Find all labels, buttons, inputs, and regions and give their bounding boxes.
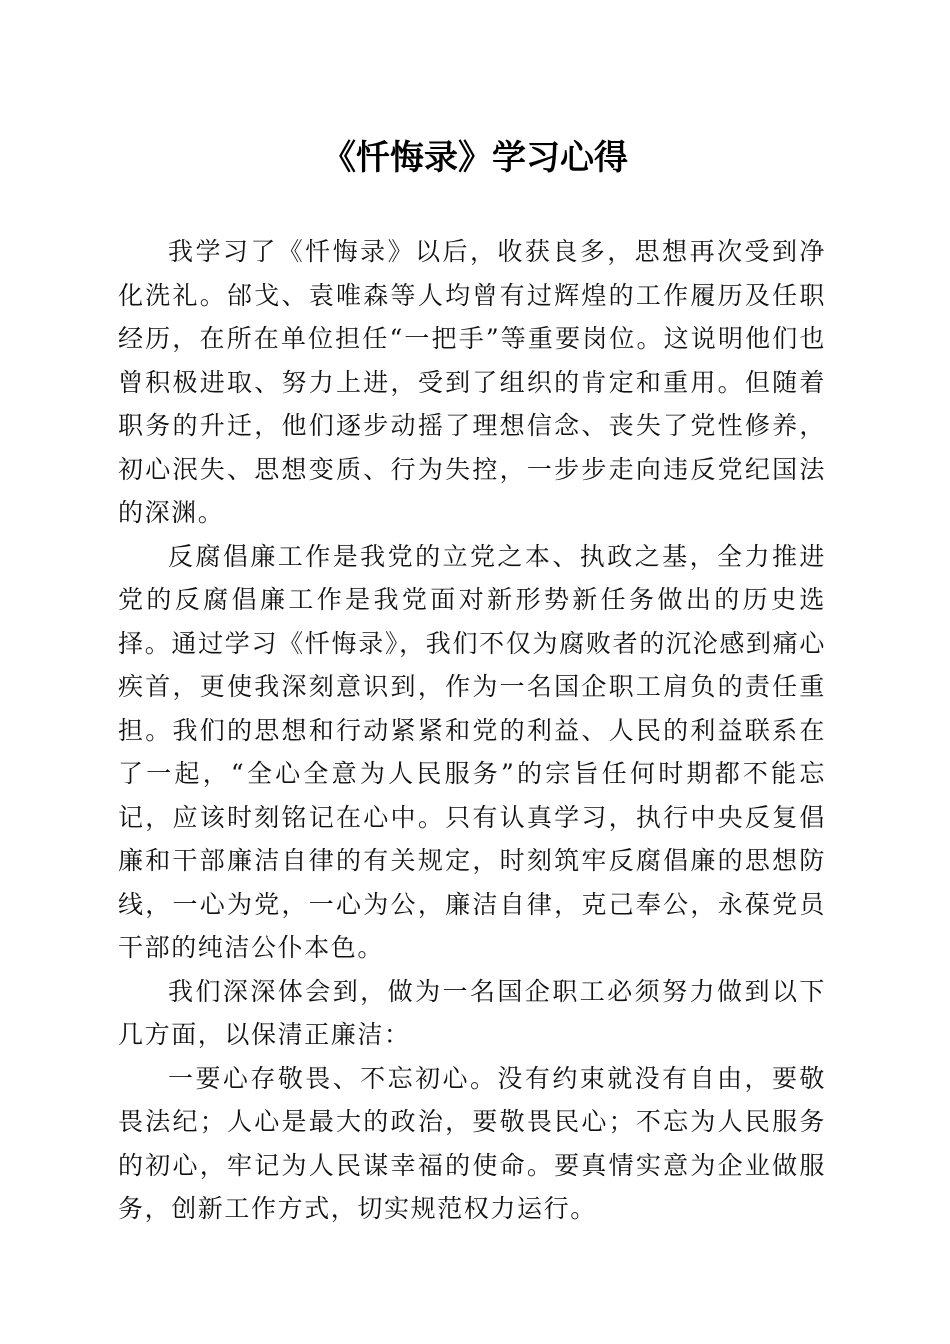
paragraph-4: 一要心存敬畏、不忘初心。没有约束就没有自由，要敬畏法纪；人心是最大的政治，要敬畏民心；不忘为人民服务的初心，牢记为人民谋幸福的使命。要真情实意为企业做服务，创新工作方式，切实规范权力运行。 xyxy=(118,1063,826,1223)
paragraph-3: 我们深深体会到，做为一名国企职工必须努力做到以下几方面，以保清正廉洁： xyxy=(118,976,826,1049)
document-body xyxy=(118,230,826,1231)
page-title: 《忏悔录》学习心得 xyxy=(322,138,628,178)
paragraph-1: 我学习了《忏悔录》以后，收获良多，思想再次受到净化洗礼。邰戈、袁唯森等人均曾有过辉煌的工作履历及任职经历，在所在单位担任“一把手”等重要岗位。这说明他们也曾积极进取、努力上进，受到了组织的肯定和重用。但随着职务的升迁，他们逐步动摇了理想信念、丧失了党性修养，初心泯失、思想变质、行为失控，一步步走向违反党纪国法的深渊。 xyxy=(118,237,826,527)
paragraph-2: 反腐倡廉工作是我党的立党之本、执政之基，全力推进党的反腐倡廉工作是我党面对新形势新任务做出的历史选择。通过学习《忏悔录》，我们不仅为腐败者的沉沦感到痛心疾首，更使我深刻意识到，作为一名国企职工肩负的责任重担。我们的思想和行动紧紧和党的利益、人民的利益联系在了一起，“全心全意为人民服务”的宗旨任何时期都不能忘记，应该时刻铭记在心中。只有认真学习，执行中央反复倡廉和干部廉洁自律的有关规定，时刻筑牢反腐倡廉的思想防线，一心为党，一心为公，廉洁自律，克己奉公，永葆党员干部的纯洁公仆本色。 xyxy=(118,541,826,962)
